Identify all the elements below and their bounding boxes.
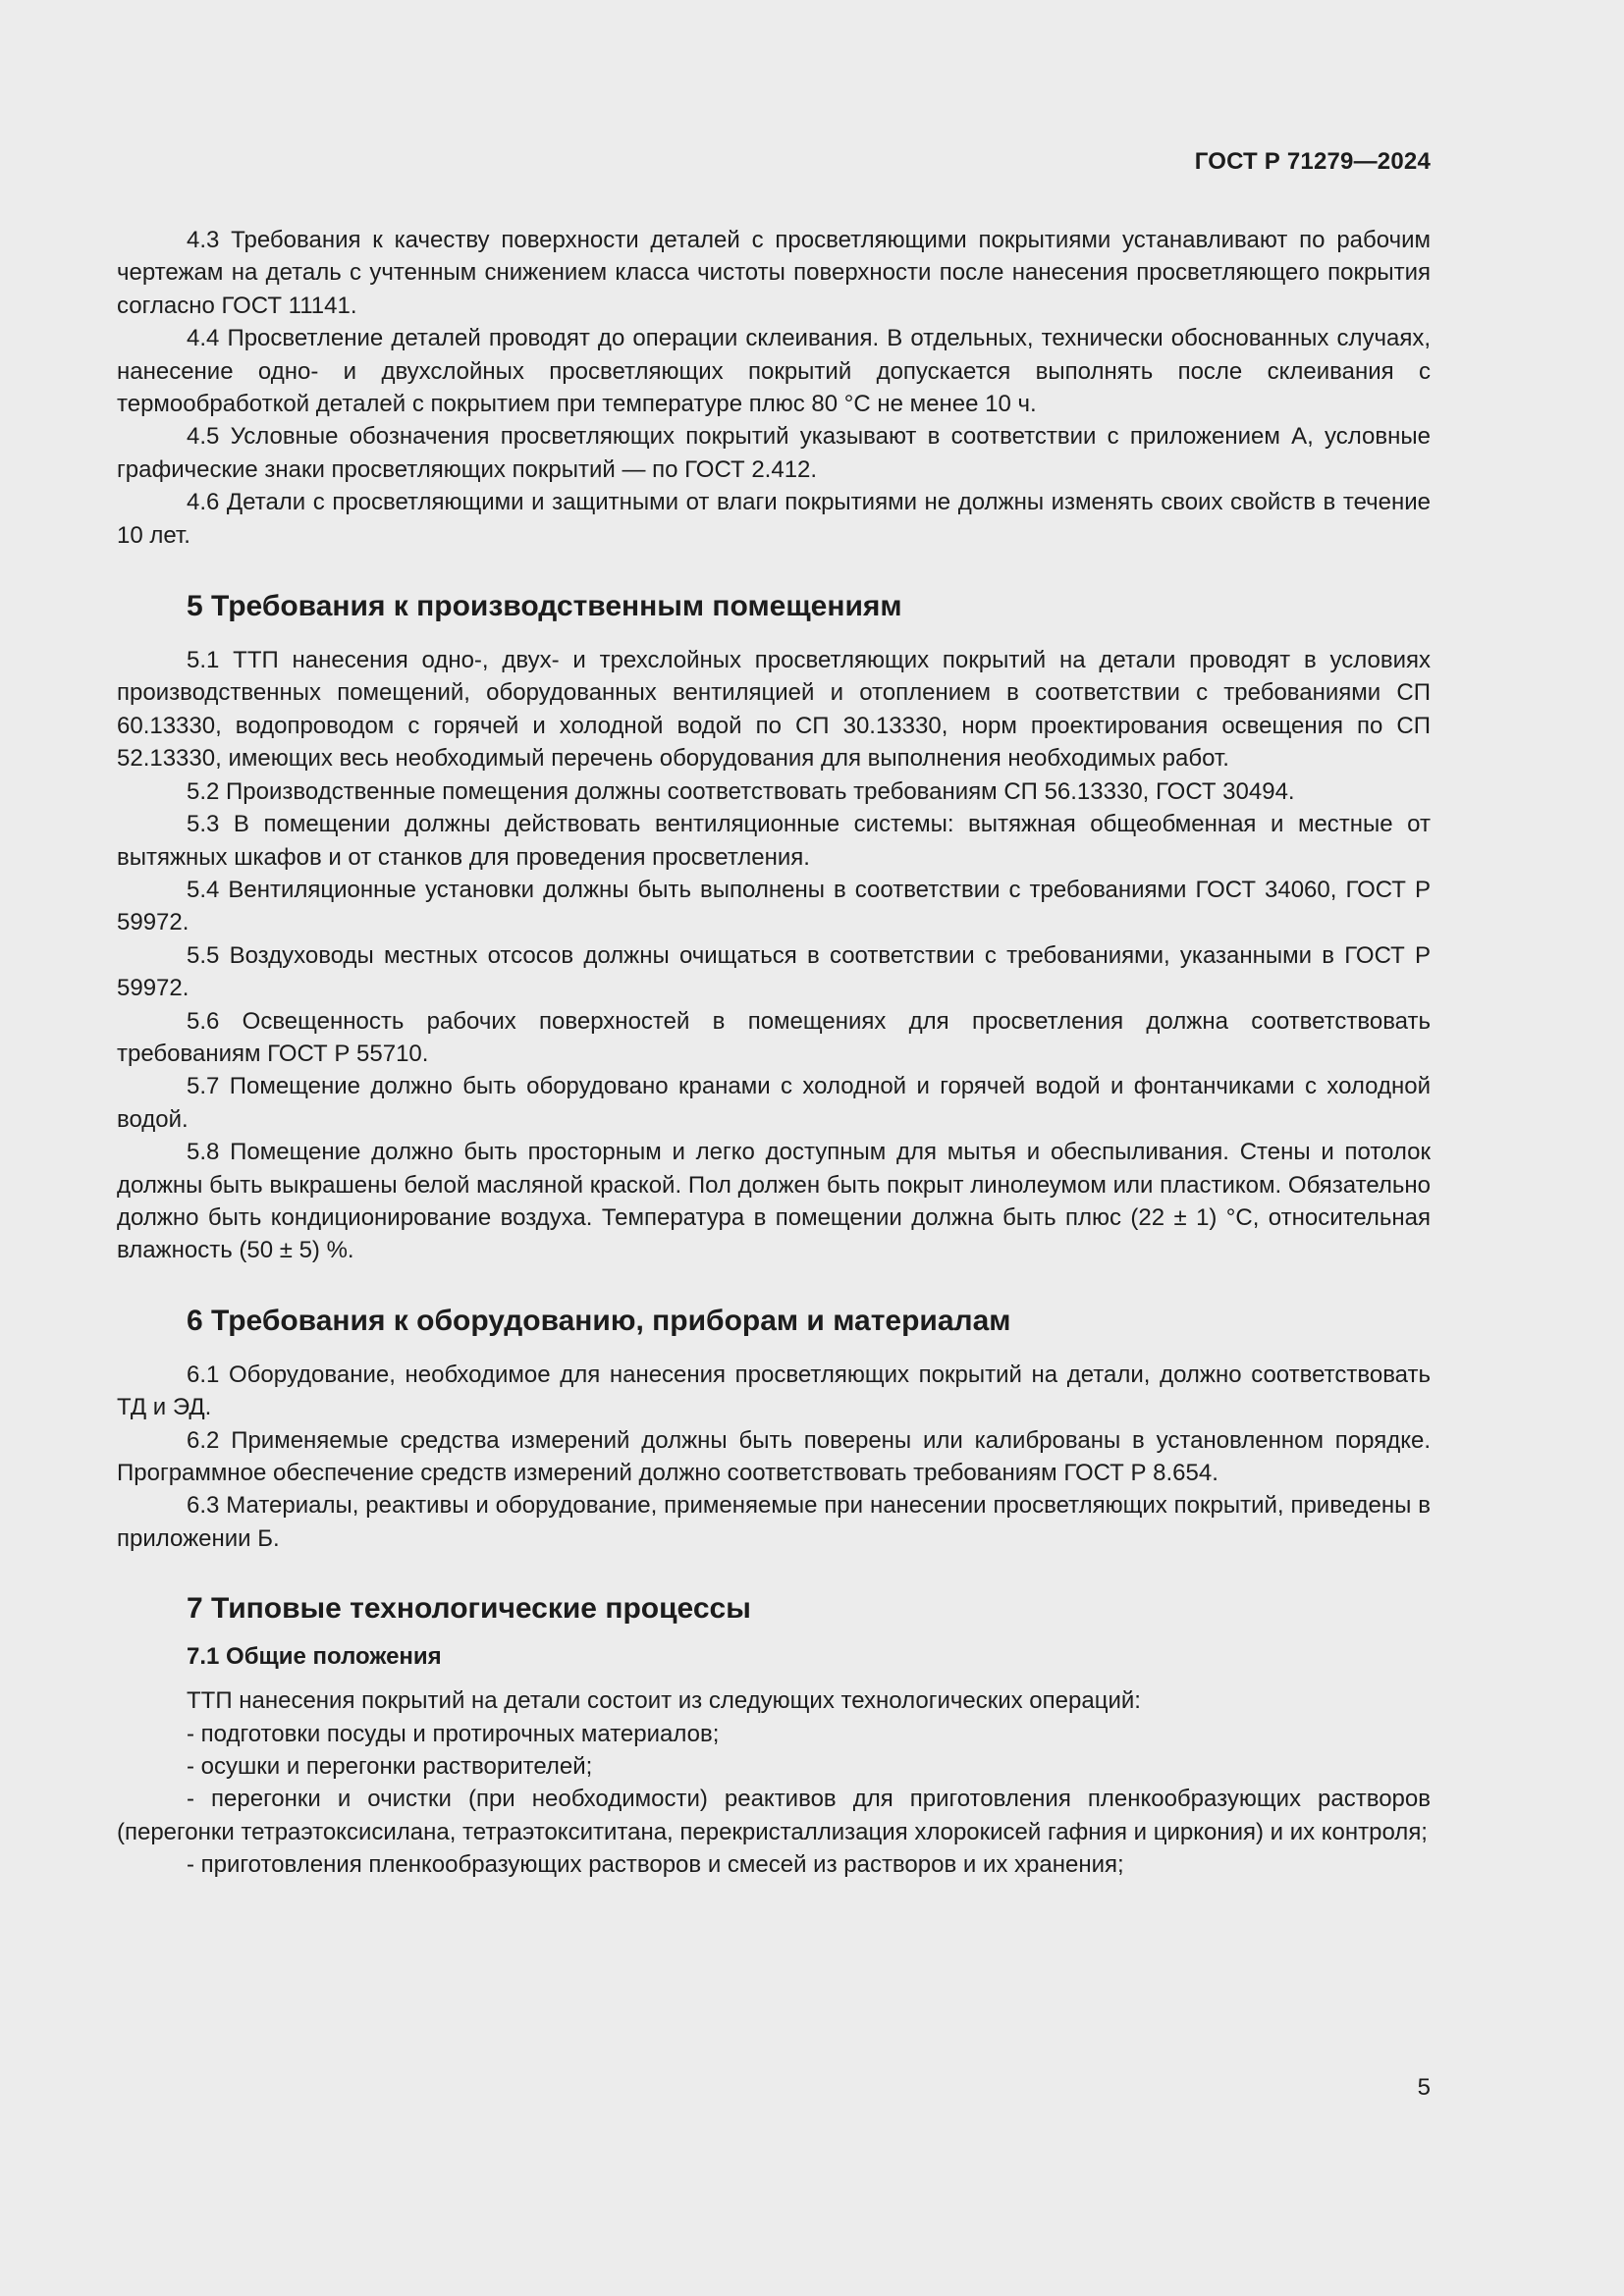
- section-7-title: 7 Типовые технологические процессы: [187, 1592, 751, 1626]
- paragraph-6-1: 6.1 Оборудование, необходимое для нанесения просветляющих покрытий на детали, должно соответствовать ТД и ЭД.: [117, 1361, 1431, 1421]
- subsection-7-1-title: 7.1 Общие положения: [187, 1643, 442, 1671]
- paragraph-6-3: 6.3 Материалы, реактивы и оборудование, применяемые при нанесении просветляющих покрытий, приведены в приложении Б.: [117, 1492, 1431, 1552]
- paragraph-5-5: 5.5 Воздуховоды местных отсосов должны очищаться в соответствии с требованиями, указанными в ГОСТ Р 59972.: [117, 941, 1431, 1002]
- paragraph-4-6: 4.6 Детали с просветляющими и защитными от влаги покрытиями не должны изменять своих свойств в течение 10 лет.: [117, 489, 1431, 549]
- list-item: - перегонки и очистки (при необходимости) реактивов для приготовления пленкообразующих растворов (перегонки тетраэтоксисилана, тетраэтоксититана, перекристаллизация хлорокисей гафния и циркония) и их контроля;: [117, 1786, 1431, 1845]
- paragraph-5-8: 5.8 Помещение должно быть просторным и легко доступным для мытья и обеспыливания. Стены и потолок должны быть выкрашены белой масляной краской. Пол должен быть покрыт линолеумом или пластиком. Обязательно должно быть кондиционирование воздуха. Температура в помещении должна быть плюс (22 ± 1) °С, относительная влажность (50 ± 5) %.: [117, 1139, 1431, 1264]
- paragraph-5-6: 5.6 Освещенность рабочих поверхностей в помещениях для просветления должна соответствовать требованиям ГОСТ Р 55710.: [117, 1007, 1431, 1067]
- paragraph-5-3: 5.3 В помещении должны действовать вентиляционные системы: вытяжная общеобменная и местные от вытяжных шкафов и от станков для проведения просветления.: [117, 811, 1431, 871]
- paragraph-5-2: 5.2 Производственные помещения должны соответствовать требованиям СП 56.13330, ГОСТ 30494.: [187, 777, 1295, 805]
- paragraph-4-3: 4.3 Требования к качеству поверхности деталей с просветляющими покрытиями устанавливают по рабочим чертежам на деталь с учтенным снижением класса чистоты поверхности после нанесения просветляющего покрытия согласно ГОСТ 11141.: [117, 227, 1431, 319]
- paragraph-5-1: 5.1 ТТП нанесения одно-, двух- и трехслойных просветляющих покрытий на детали проводят в условиях производственных помещений, оборудованных вентиляцией и отоплением в соответствии с требованиями СП 60.13330, водопроводом с горячей и холодной водой по СП 30.13330, норм проектирования освещения по СП 52.13330, имеющих весь необходимый перечень оборудования для выполнения необходимых работ.: [117, 647, 1431, 773]
- section-5-title: 5 Требования к производственным помещениям: [187, 590, 902, 623]
- section-6-title: 6 Требования к оборудованию, приборам и материалам: [187, 1304, 1011, 1337]
- paragraph-4-5: 4.5 Условные обозначения просветляющих покрытий указывают в соответствии с приложением А, условные графические знаки просветляющих покрытий — по ГОСТ 2.412.: [117, 423, 1431, 483]
- page-number: 5: [1417, 2074, 1431, 2101]
- document-code-header: ГОСТ Р 71279—2024: [1194, 148, 1431, 175]
- document-body: [117, 224, 1431, 1882]
- list-item: - осушки и перегонки растворителей;: [187, 1753, 593, 1781]
- paragraph-6-2: 6.2 Применяемые средства измерений должны быть поверены или калиброваны в установленном порядке. Программное обеспечение средств измерений должно соответствовать требованиям ГОСТ Р 8.654.: [117, 1426, 1431, 1486]
- paragraph-7-1-intro: ТТП нанесения покрытий на детали состоит из следующих технологических операций:: [187, 1687, 1141, 1715]
- paragraph-4-4: 4.4 Просветление деталей проводят до операции склеивания. В отдельных, технически обоснованных случаях, нанесение одно- и двухслойных просветляющих покрытий допускается выполнять после склеивания с термообработкой деталей с покрытием при температуре плюс 80 °С не менее 10 ч.: [117, 325, 1431, 418]
- list-item: - подготовки посуды и протирочных материалов;: [187, 1720, 720, 1747]
- paragraph-5-4: 5.4 Вентиляционные установки должны быть выполнены в соответствии с требованиями ГОСТ 34060, ГОСТ Р 59972.: [117, 876, 1431, 936]
- list-item: - приготовления пленкообразующих растворов и смесей из растворов и их хранения;: [187, 1851, 1124, 1879]
- paragraph-5-7: 5.7 Помещение должно быть оборудовано кранами с холодной и горячей водой и фонтанчиками с холодной водой.: [117, 1073, 1431, 1133]
